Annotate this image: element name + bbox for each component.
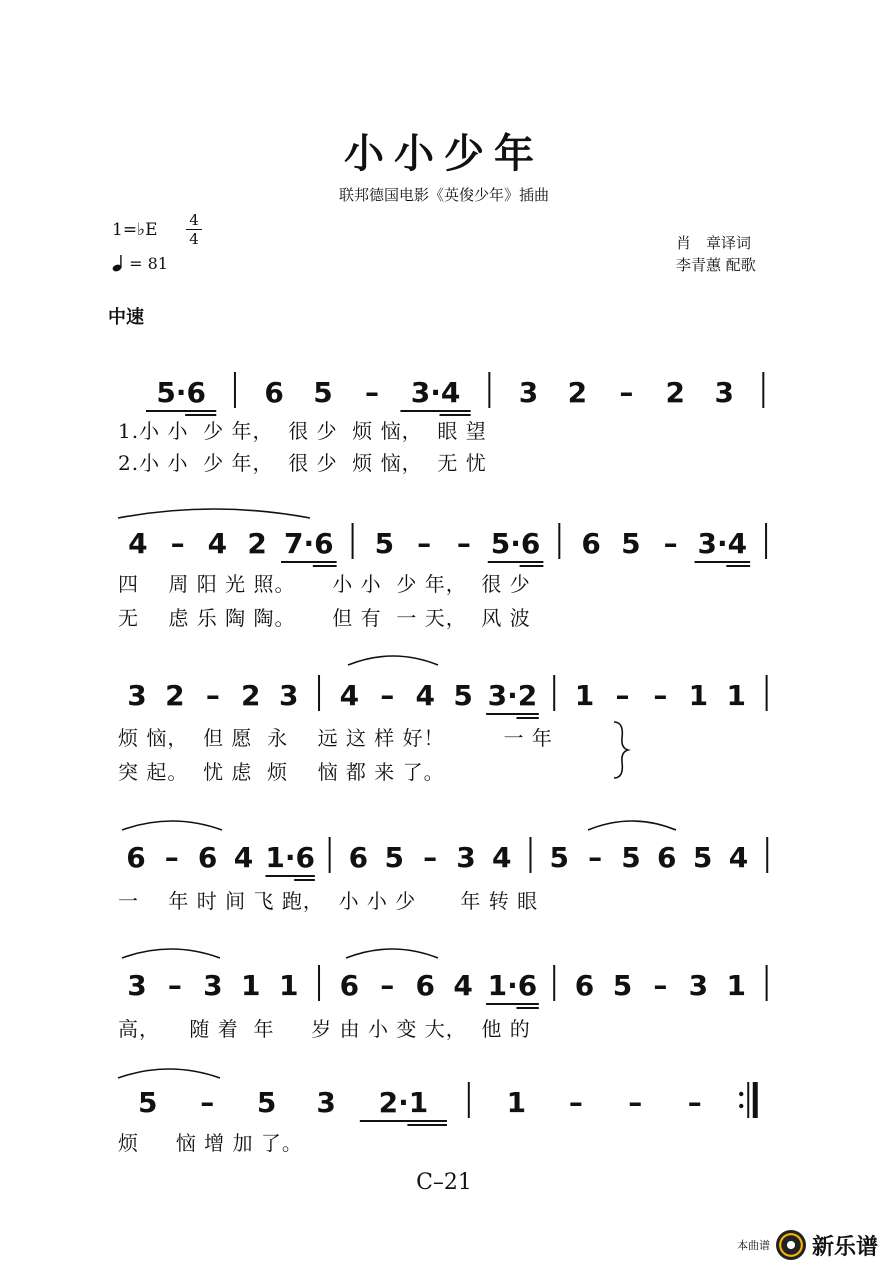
repeat-dot (739, 1092, 743, 1096)
sustain-dash: – (417, 527, 432, 560)
lyric-line-3-verse-2: 突 起。 忧 虑 烦 恼 都 来 了。 (118, 760, 445, 784)
sustain-dash: – (619, 376, 634, 409)
lyric-line-2-verse-1: 四 周 阳 光 照。 小 小 少 年， 很 少 (118, 572, 531, 596)
note: 5 (621, 527, 641, 560)
note: 3·2 (487, 679, 538, 712)
time-signature-top: 4 (189, 211, 199, 229)
watermark (737, 1228, 878, 1262)
page-number: C–21 (416, 1170, 472, 1195)
note: 5 (621, 841, 641, 874)
tempo-value: = 81 (129, 254, 168, 273)
note: 5 (692, 841, 713, 874)
note: 3 (714, 376, 734, 409)
sustain-dash: – (456, 527, 471, 560)
note: 6 (657, 841, 677, 874)
sustain-dash: – (364, 376, 379, 409)
slur (122, 821, 222, 830)
lyric-line-1-verse-2: 2.小 小 少 年， 很 少 烦 恼， 无 忧 (118, 451, 487, 475)
watermark-small-text: 本曲谱 (736, 1239, 770, 1252)
note: 5 (384, 841, 404, 874)
note: 1·6 (265, 841, 315, 874)
note: 6 (264, 376, 284, 409)
note: 1 (726, 679, 747, 712)
note: 3 (688, 969, 709, 1002)
note: 5 (374, 527, 395, 560)
sustain-dash: – (380, 679, 395, 712)
note: 6 (348, 841, 369, 874)
key-signature: 1=♭E (112, 220, 158, 240)
repeat-dot (739, 1104, 743, 1108)
sustain-dash: – (628, 1086, 643, 1119)
lyric-line-5: 高， 随 着 年 岁 由 小 变 大， 他 的 (118, 1017, 531, 1041)
note: 2 (567, 376, 588, 409)
note: 6 (197, 841, 218, 874)
lyric-line-4: 一 年 时 间 飞 跑， 小 小 少 年 转 眼 (118, 889, 539, 913)
note: 3·4 (697, 527, 748, 560)
sustain-dash: – (205, 679, 220, 712)
note: 5·6 (490, 527, 541, 560)
note: 1 (278, 969, 299, 1002)
note: 3 (278, 679, 299, 712)
note: 1 (688, 679, 709, 712)
slur (118, 509, 310, 518)
note: 4 (233, 841, 254, 874)
note: 3·4 (410, 376, 461, 409)
note: 5 (137, 1086, 158, 1119)
note: 4 (415, 679, 435, 712)
note: 3 (518, 376, 539, 409)
note: 3 (316, 1086, 336, 1119)
verse-brace (614, 722, 628, 778)
sustain-dash: – (423, 841, 438, 874)
note: 6 (339, 969, 360, 1002)
note: 1·6 (487, 969, 538, 1002)
arranger: 李青蕙 配歌 (676, 256, 756, 274)
note: 3 (127, 969, 147, 1002)
song-title: 小小少年 (344, 131, 544, 177)
sustain-dash: – (167, 969, 182, 1002)
note: 6 (574, 969, 595, 1002)
note: 1 (506, 1086, 527, 1119)
sustain-dash: – (164, 841, 179, 874)
note: 6 (581, 527, 601, 560)
note: 2 (665, 376, 686, 409)
note: 4 (453, 969, 473, 1002)
watermark-logo-text: 新乐谱 (811, 1234, 878, 1260)
lyricist: 肖 章译词 (676, 234, 752, 252)
lyric-line-2-verse-2: 无 虑 乐 陶 陶。 但 有 一 天， 风 波 (118, 606, 531, 630)
lyric-line-1-verse-1: 1.小 小 少 年， 很 少 烦 恼， 眼 望 (118, 419, 487, 443)
slur (122, 949, 220, 958)
note: 1 (726, 969, 747, 1002)
lyric-line-3-verse-1: 烦 恼， 但 愿 永 远 这 样 好！ 一 年 (118, 726, 553, 750)
note: 5 (313, 376, 333, 409)
note: 4 (492, 841, 512, 874)
note: 6 (126, 841, 146, 874)
record-disc-icon (776, 1230, 806, 1260)
note: 4 (339, 679, 360, 712)
note: 4 (128, 527, 148, 560)
slur (118, 1069, 220, 1078)
sustain-dash: – (653, 969, 668, 1002)
note: 5·6 (156, 376, 206, 409)
note: 2 (165, 679, 185, 712)
song-subtitle: 联邦德国电影《英俊少年》插曲 (338, 186, 549, 204)
note: 6 (415, 969, 435, 1002)
note: 3 (203, 969, 223, 1002)
note: 3 (456, 841, 476, 874)
note: 2 (247, 527, 267, 560)
time-signature-bottom: 4 (189, 230, 199, 248)
sustain-dash: – (687, 1086, 702, 1119)
sustain-dash: – (200, 1086, 215, 1119)
note: 1 (574, 679, 595, 712)
note: 2 (241, 679, 261, 712)
slur (346, 949, 438, 958)
note: 5 (549, 841, 569, 874)
speed-marking: 中速 (108, 307, 144, 328)
note: 2·1 (378, 1086, 429, 1119)
sustain-dash: – (615, 679, 630, 712)
sustain-dash: – (653, 679, 668, 712)
note: 5 (612, 969, 633, 1002)
sustain-dash: – (588, 841, 603, 874)
sustain-dash: – (380, 969, 395, 1002)
slur (348, 656, 438, 665)
slur (588, 821, 676, 830)
note: 5 (453, 679, 473, 712)
sustain-dash: – (568, 1086, 583, 1119)
note: 4 (728, 841, 749, 874)
note: 3 (127, 679, 147, 712)
note: 5 (256, 1086, 277, 1119)
sustain-dash: – (663, 527, 678, 560)
note: 7·6 (284, 527, 334, 560)
lyric-line-6: 烦 恼 增 加 了。 (118, 1131, 303, 1155)
note: 4 (207, 527, 228, 560)
sustain-dash: – (170, 527, 185, 560)
note: 1 (241, 969, 261, 1002)
